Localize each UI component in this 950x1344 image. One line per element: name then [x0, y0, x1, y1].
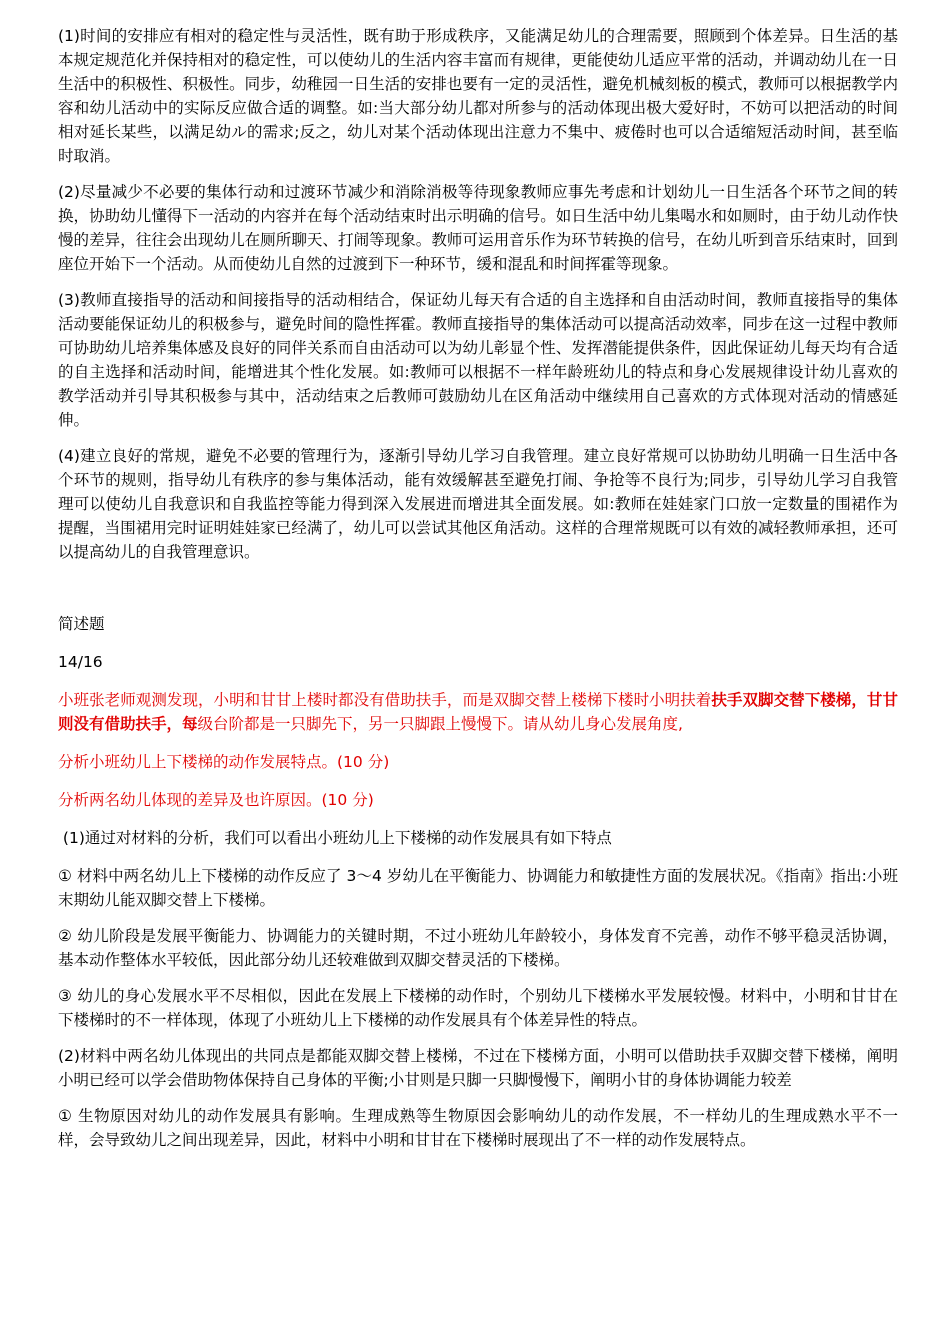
answer-paragraph: (2)材料中两名幼儿体现出的共同点是都能双脚交替上楼梯，不过在下楼梯方面，小明可以借助扶手双脚交替下楼梯，阐明小明已经可以学会借助物体保持自己身体的平衡;小甘则是只脚一只脚慢慢下，阐明小甘的身体协调能力较差	[58, 1047, 898, 1089]
question-subquestion-1: 分析小班幼儿上下楼梯的动作发展特点。(10 分)	[58, 753, 390, 771]
spacer	[58, 576, 898, 612]
question-text	[58, 688, 898, 736]
question-number: 14/16	[58, 653, 103, 671]
question-part-tail: 级台阶都是一只脚先下，另一只脚跟上慢慢下。请从幼儿身心发展角度,	[197, 715, 683, 733]
paragraph: (1)时间的安排应有相对的稳定性与灵活性，既有助于形成秩序，又能满足幼儿的合理需要，照顾到个体差异。日生活的基本规定规范化并保持相对的稳定性，可以使幼儿的生活内容丰富而有规律，更能使幼儿适应平常的活动，并调动幼儿在一日生活中的积极性、积极性。同步，幼稚园一日生活的安排也要有一定的灵活性，避免机械刻板的模式，教师可以根据教学内容和幼儿活动中的实际反应做合适的调整。如:当大部分幼儿都对所参与的活动体现出极大爱好时，不妨可以把活动的时间相对延长某些，以满足幼ル的需求;反之，幼儿对某个活动体现出注意力不集中、疲倦时也可以合适缩短活动时间，甚至临时取消。	[58, 27, 898, 165]
paragraph: (2)尽量减少不必要的集体行动和过渡环节减少和消除消极等待现象教师应事先考虑和计划幼儿一日生活各个环节之间的转换，协助幼儿懂得下一活动的内容并在每个活动结束时出示明确的信号。如日生活中幼儿集喝水和如厕时，由于幼儿动作快慢的差异，往往会出现幼儿在厕所聊天、打闹等现象。教师可运用音乐作为环节转换的信号，在幼儿听到音乐结束时，回到座位开始下一个活动。从而使幼儿自然的过渡到下一种环节，缓和混乱和时间挥霍等现象。	[58, 183, 898, 273]
document-page	[58, 24, 898, 1164]
answer-paragraph: ③ 幼儿的身心发展水平不尽相似，因此在发展上下楼梯的动作时，个别幼儿下楼梯水平发展较慢。材料中，小明和甘甘在下楼梯时的不一样体现，体现了小班幼儿上下楼梯的动作发展具有个体差异性的特点。	[58, 987, 898, 1029]
question-part-normal: 小班张老师观测发现，小明和甘甘上楼时都没有借助扶手，而是双脚交替上楼梯下楼时小明扶着	[58, 691, 712, 709]
question-subquestion-2: 分析两名幼儿体现的差异及也许原因。(10 分)	[58, 791, 374, 809]
paragraph: (4)建立良好的常规，避免不必要的管理行为，逐渐引导幼儿学习自我管理。建立良好常规可以协助幼儿明确一日生活中各个环节的规则，指导幼儿有秩序的参与集体活动，能有效缓解甚至避免打闹、争抢等不良行为;同步，引导幼儿学习自我管理可以使幼儿自我意识和自我监控等能力得到深入发展进而增进其全面发展。如:教师在娃娃家门口放一定数量的围裙作为提醒，当围裙用完时证明娃娃家已经满了，幼儿可以尝试其他区角活动。这样的合理常规既可以有效的减轻教师承担，还可以提高幼儿的自我管理意识。	[58, 447, 898, 561]
answer-paragraph: ① 材料中两名幼儿上下楼梯的动作反应了 3～4 岁幼儿在平衡能力、协调能力和敏捷性方面的发展状况。《指南》指出:小班末期幼儿能双脚交替上下楼梯。	[58, 867, 898, 909]
answer-intro: (1)通过对材料的分析，我们可以看出小班幼儿上下楼梯的动作发展具有如下特点	[58, 829, 612, 847]
question-part-bold: 扶手双脚交替下楼梯，甘甘则没有借助扶手，每	[58, 691, 898, 733]
answer-paragraph: ① 生物原因对幼儿的动作发展具有影响。生理成熟等生物原因会影响幼儿的动作发展，不一样幼儿的生理成熟水平不一样，会导致幼儿之间出现差异，因此，材料中小明和甘甘在下楼梯时展现出了不一样的动作发展特点。	[58, 1107, 898, 1149]
paragraph: (3)教师直接指导的活动和间接指导的活动相结合，保证幼儿每天有合适的自主选择和自由活动时间，教师直接指导的集体活动要能保证幼儿的积极参与，避免时间的隐性挥霍。教师直接指导的集体活动可以提高活动效率，同步在这一过程中教师可协助幼儿培养集体感及良好的同伴关系而自由活动可以为幼儿彰显个性、发挥潜能提供条件，因此保证幼儿每天均有合适的自主选择和活动时间，能增进其个性化发展。如:教师可以根据不一样年龄班幼儿的特点和身心发展规律设计幼儿喜欢的教学活动并引导其积极参与其中，活动结束之后教师可鼓励幼儿在区角活动中继续用自己喜欢的方式体现对活动的情感延伸。	[58, 291, 898, 429]
section-title: 简述题	[58, 615, 105, 633]
answer-paragraph: ② 幼儿阶段是发展平衡能力、协调能力的关键时期，不过小班幼儿年龄较小，身体发育不完善，动作不够平稳灵活协调，基本动作整体水平较低，因此部分幼儿还较难做到双脚交替灵活的下楼梯。	[58, 927, 898, 969]
